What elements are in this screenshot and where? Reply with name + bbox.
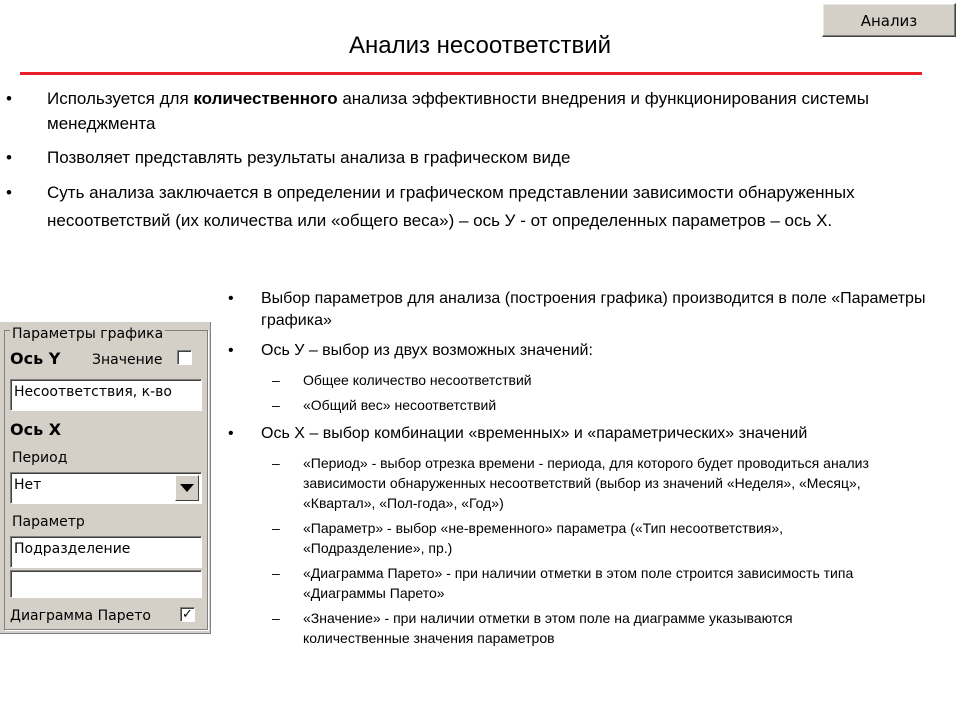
axis-x-label: Ось X [10,420,62,439]
sub-item-text: Общее количество несоответствий [303,372,532,388]
chart-params-panel [0,322,211,634]
period-dropdown[interactable] [10,472,202,504]
sub-list-item [228,370,958,390]
bullet-text: Ось У – выбор из двух возможных значений: [261,342,593,359]
dash-icon: – [272,372,280,388]
parameter-select[interactable]: Подразделение [10,536,202,568]
parameter-label: Параметр [12,514,85,530]
sub-item-text: «Общий вес» несоответствий [303,397,497,413]
sub-item-text: «Диаграмма Парето» - при наличии отметки в этом поле строится зависимость типа «Диаграммы Парето» [303,565,854,601]
value-label: Значение [92,352,163,368]
sub-list-item [228,395,958,415]
chevron-down-icon[interactable] [175,475,199,501]
top-bullet-list [0,86,960,244]
sub-item-text: «Параметр» - выбор «не-временного» параметра («Тип несоответствия», «Подразделение», пр.) [303,520,784,556]
list-item [228,340,958,362]
list-item [228,288,958,332]
bullet-icon: • [228,290,234,307]
sub-list-item [228,518,958,558]
sub-item-text: «Период» - выбор отрезка времени - периода, для которого будет проводиться анализ зависимости обнаруженных несоответствий (выбор из значений «Неделя», «Месяц», «Квартал», «Пол-года», «Год») [303,455,869,511]
bullet-icon: • [6,183,12,202]
title-divider [20,72,922,75]
pareto-checkbox[interactable]: ✓ [180,607,195,622]
bullet-text: Суть анализа заключается в определении и графическом представлении зависимости обнаруженных несоответствий (их количества или «общего веса») – ось У - от определенных параметров – ось Х. [47,183,855,230]
bullet-text: Позволяет представлять результаты анализа в графическом виде [47,148,571,167]
sub-list-item [228,453,958,513]
right-description [228,288,958,653]
bullet-icon: • [228,425,234,442]
bullet-icon: • [6,148,12,167]
dash-icon: – [272,610,280,626]
axis-y-select[interactable]: Несоответствия, к-во [10,379,202,411]
dash-icon: – [272,520,280,536]
period-value: Нет [14,477,42,493]
sub-item-text: «Значение» - при наличии отметки в этом поле на диаграмме указываются количественные значения параметров [303,610,793,646]
page-title: Анализ несоответствий [348,32,612,59]
bullet-text-suffix: анализа эффективности внедрения и функционирования системы менеджмента [47,89,869,133]
dash-icon: – [272,397,280,413]
groupbox-title: Параметры графика [12,326,164,342]
analyze-button-label: Анализ [860,12,918,30]
bullet-icon: • [6,89,12,108]
dash-icon: – [272,565,280,581]
pareto-label: Диаграмма Парето [10,608,151,624]
bullet-text: Ось Х – выбор комбинации «временных» и «параметрических» значений [261,425,808,442]
parameter-secondary-select[interactable] [10,570,202,598]
axis-y-label: Ось Y [10,349,61,368]
bullet-text-prefix: Используется для [47,89,194,108]
list-item [0,86,960,136]
bullet-icon: • [228,342,234,359]
sub-list-item [228,563,958,603]
sub-list-item [228,608,958,648]
bullet-text-bold: количественного [193,89,338,108]
list-item [0,145,960,170]
bullet-text: Выбор параметров для анализа (построения графика) производится в поле «Параметры графика» [261,290,926,329]
list-item [0,179,960,235]
list-item [228,423,958,445]
dash-icon: – [272,455,280,471]
period-label: Период [12,450,68,466]
value-checkbox[interactable] [177,350,192,365]
